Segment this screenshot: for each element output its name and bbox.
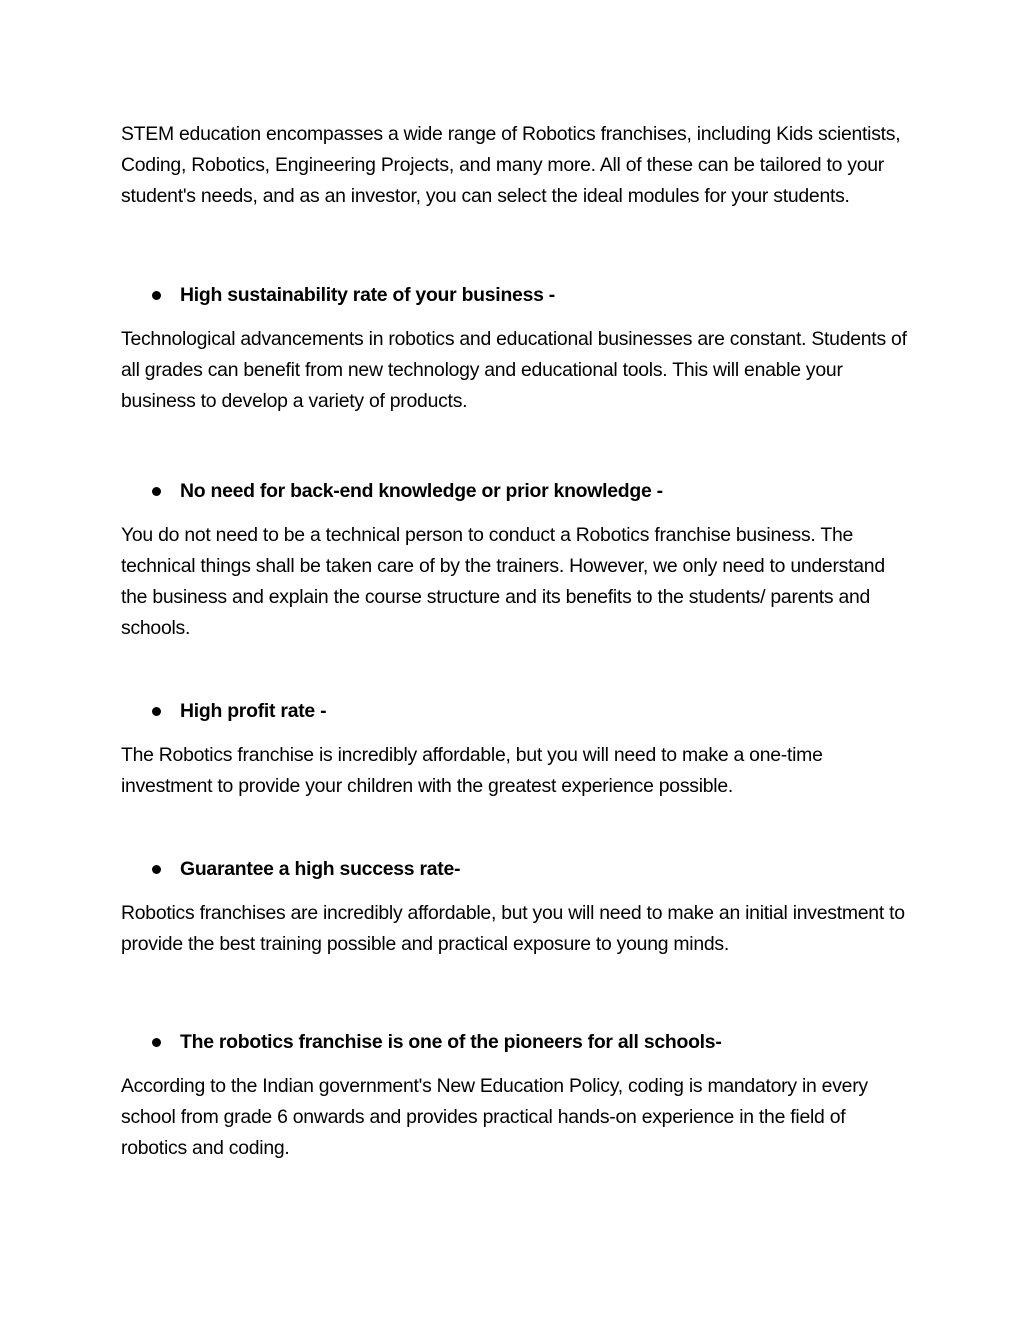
bullet-icon (152, 487, 161, 496)
section-body-success: Robotics franchises are incredibly affordable, but you will need to make an initial investment to provide the best training possible and practical exposure to young minds. (121, 902, 905, 955)
section-heading: High profit rate - (180, 700, 327, 722)
bullet-heading-profit (152, 696, 912, 727)
section-body-profit: The Robotics franchise is incredibly affordable, but you will need to make a one-time investment to provide your children with the greatest experience possible. (121, 744, 823, 797)
section-heading: The robotics franchise is one of the pioneers for all schools- (180, 1031, 722, 1053)
bullet-icon (152, 707, 161, 716)
bullet-heading-sustainability (152, 280, 912, 311)
bullet-icon (152, 291, 161, 300)
bullet-heading-pioneers (152, 1027, 912, 1058)
section-heading: No need for back-end knowledge or prior knowledge - (180, 480, 663, 502)
section-heading: Guarantee a high success rate- (180, 858, 461, 880)
section-body-pioneers: According to the Indian government's New Education Policy, coding is mandatory in every school from grade 6 onwards and provides practical hands-on experience in the field of robotics and coding. (121, 1075, 868, 1159)
bullet-icon (152, 865, 161, 874)
section-body-no-knowledge: You do not need to be a technical person to conduct a Robotics franchise business. The technical things shall be taken care of by the trainers. However, we only need to understand the business and explain the course structure and its benefits to the students/ parents and schools. (121, 524, 885, 639)
intro-paragraph: STEM education encompasses a wide range of Robotics franchises, including Kids scientists, Coding, Robotics, Engineering Projects, and many more. All of these can be tailored to your student's needs, and as an investor, you can select the ideal modules for your students. (121, 123, 901, 207)
bullet-heading-success (152, 854, 912, 885)
bullet-icon (152, 1038, 161, 1047)
section-body-sustainability: Technological advancements in robotics and educational businesses are constant. Students of all grades can benefit from new technology and educational tools. This will enable your business to develop a variety of products. (121, 328, 907, 412)
bullet-heading-no-knowledge (152, 476, 912, 507)
section-heading: High sustainability rate of your business - (180, 284, 555, 306)
